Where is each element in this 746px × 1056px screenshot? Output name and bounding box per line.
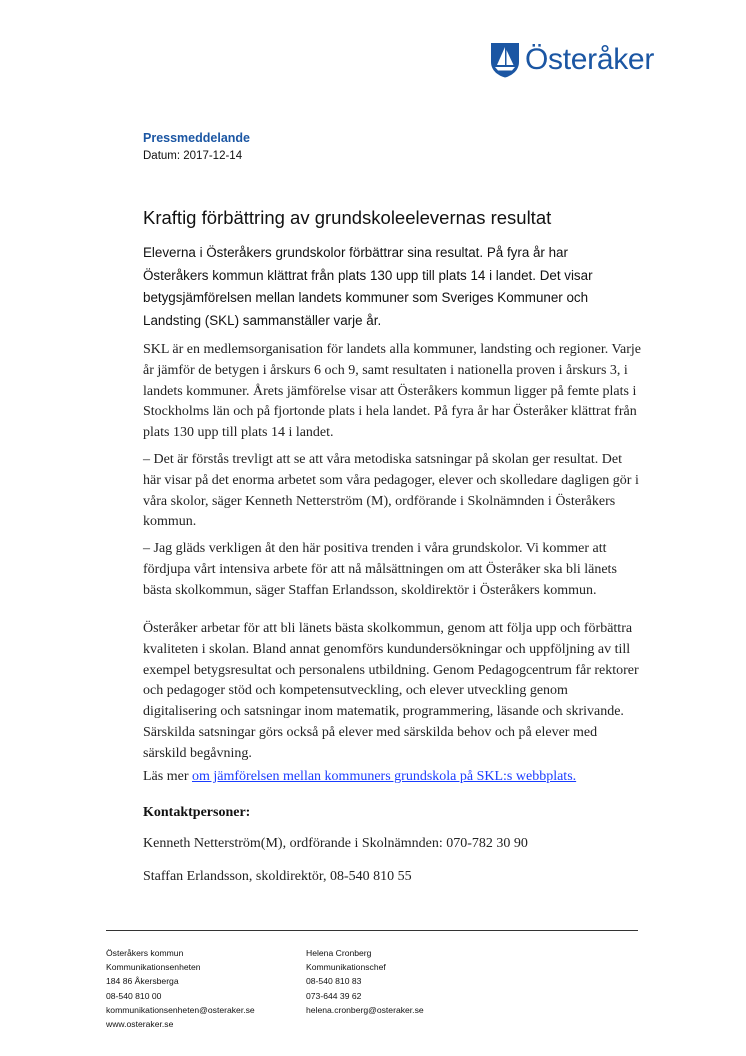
quote-paragraph-netterstrom: – Det är förstås trevligt att se att våra metodiska satsningar på skolan ger resultat. Det här visar på det enorma arbetet som våra pedagoger, elever och skolledare dagligen gör i våra skolor, säger Kenneth Netterström (M), ordförande i Skolnämnden i Österåkers kommun. xyxy=(143,452,639,530)
footer-contact-role: Kommunikationschef xyxy=(306,962,386,973)
sailboat-shield-icon xyxy=(489,42,521,78)
footer-website[interactable]: www.osteraker.se xyxy=(106,1019,174,1030)
contact-erlandsson: Staffan Erlandsson, skoldirektör, 08-540 810 55 xyxy=(143,869,412,884)
press-release-title: Kraftig förbättring av grundskoleelevernas resultat xyxy=(143,207,552,228)
lead-paragraph: Eleverna i Österåkers grundskolor förbättrar sina resultat. På fyra år har Österåkers kommun klättrat från plats 130 upp till plats 14 i landet. Det visar betygsjämförelsen mellan landets kommuner som Sveriges Kommuner och Landsting (SKL) sammanställer varje år. xyxy=(143,245,593,328)
brand-logo xyxy=(489,40,654,80)
contacts-heading: Kontaktpersoner: xyxy=(143,805,251,820)
footer-department: Kommunikationsenheten xyxy=(106,962,201,973)
body-paragraph: SKL är en medlemsorganisation för landets alla kommuner, landsting och regioner. Varje år jämför de betygen i årskurs 6 och 9, samt resultaten i nationella proven i årskurs 3, i landets kommuner. Årets jämförelse visar att Österåkers kommun ligger på femte plats i Stockholms län och på fjortonde plats i hela landet. På fyra år har Österåker klättrat från plats 130 upp till plats 14 i landet. xyxy=(143,342,641,441)
footer-phone: 08-540 810 00 xyxy=(106,990,162,1001)
footer-contact-name: Helena Cronberg xyxy=(306,948,372,958)
body-paragraph: Österåker arbetar för att bli länets bästa skolkommun, genom att följa upp och förbättra kvaliteten i skolan. Bland annat genomförs kundundersökningar och uppföljning av till exempel betygsresultat och personalens utbildning. Genom Pedagogcentrum får rektorer och pedagoger stöd och kompetensutveckling, och elever utveckling genom digitalisering och satsningar inom matematik, programmering, läsande och skrivande. Särskilda satsningar görs också på elever med särskilda behov och på elever med särskild begåvning. xyxy=(143,621,639,761)
footer-contact-mobile: 073-644 39 62 xyxy=(306,990,362,1001)
footer-postal-address: 184 86 Åkersberga xyxy=(106,976,179,987)
footer-email[interactable]: kommunikationsenheten@osteraker.se xyxy=(106,1004,255,1015)
footer-org-name: Österåkers kommun xyxy=(106,948,184,958)
read-more-line xyxy=(143,769,576,785)
footer-contact-person xyxy=(306,946,424,1017)
document-type-label: Pressmeddelande xyxy=(143,131,250,145)
quote-paragraph-erlandsson: – Jag gläds verkligen åt den här positiva trenden i våra grundskolor. Vi kommer att fördjupa vårt intensiva arbete för att nå målsättningen om att Österåker ska bli länets bästa skolkommun, säger Staffan Erlandsson, skoldirektör i Österåkers kommun. xyxy=(143,541,617,598)
footer-contact-phone: 08-540 810 83 xyxy=(306,976,362,987)
footer-organization xyxy=(106,946,255,1031)
footer-divider xyxy=(106,930,638,931)
document-date: Datum: 2017-12-14 xyxy=(143,150,243,162)
contact-netterstrom: Kenneth Netterström(M), ordförande i Skolnämnden: 070-782 30 90 xyxy=(143,836,528,851)
footer-contact-email[interactable]: helena.cronberg@osteraker.se xyxy=(306,1004,424,1015)
read-more-prefix: Läs mer xyxy=(143,769,192,784)
skl-comparison-link[interactable]: om jämförelsen mellan kommuners grundskola på SKL:s webbplats. xyxy=(191,769,577,784)
brand-name: Österåker xyxy=(525,43,655,76)
